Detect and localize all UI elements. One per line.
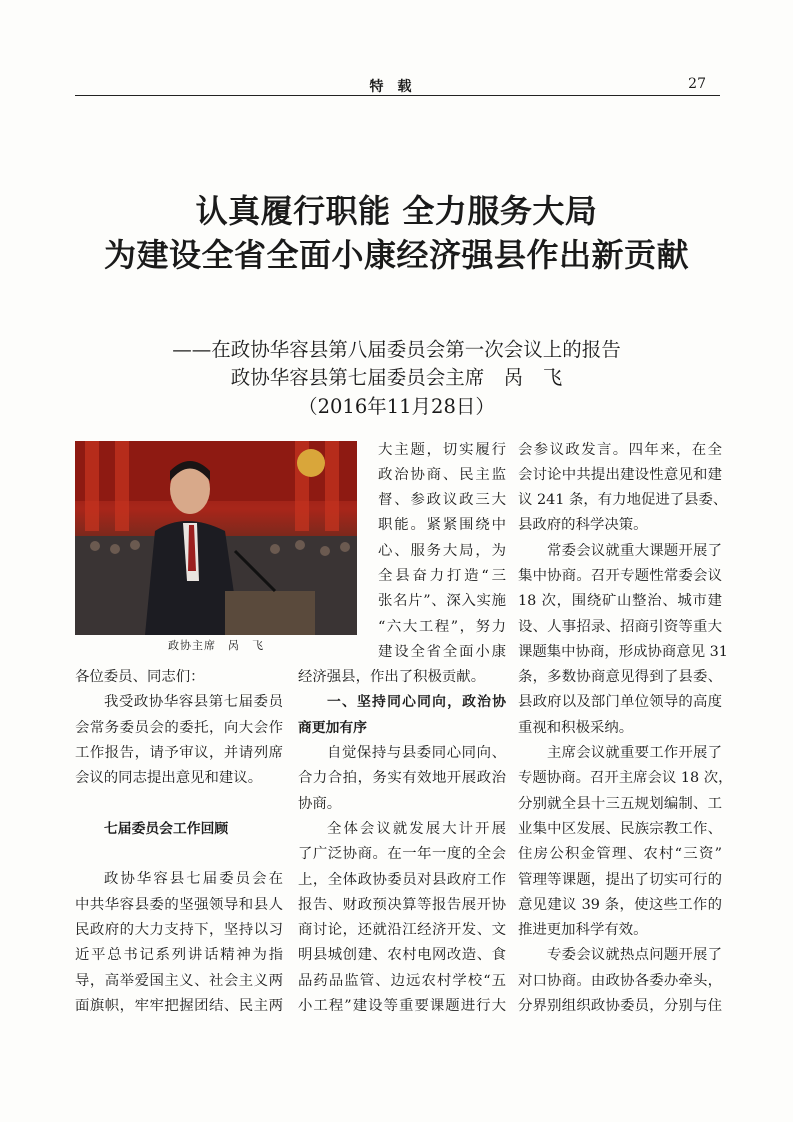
paragraph-line: 大主题，切实履行	[378, 441, 506, 458]
section-heading-line: 七届委员会工作回顾	[104, 820, 229, 837]
text-column-middle-upper	[378, 438, 506, 666]
article-title-line-1: 认真履行职能 全力服务大局	[195, 192, 598, 230]
paragraph-line: 全体会议就发展大计开展	[327, 820, 506, 837]
paragraph-line: 商讨论，还就沿江经济开发、文	[298, 922, 506, 939]
subtitle-occasion: ——在政协华容县第八届委员会第一次会议上的报告	[172, 338, 621, 361]
paragraph-line: 会参议政发言。四年来，在全	[518, 441, 722, 458]
paragraph-line: 主席会议就重要工作开展了	[547, 745, 722, 762]
speaker-photo	[75, 441, 357, 635]
paragraph-line: 全县奋力打造“三	[378, 567, 506, 584]
paragraph-line: 专题协商。召开主席会议 18 次，	[518, 770, 733, 787]
paragraph-line: 县政府的科学决策。	[518, 517, 648, 534]
paragraph-line: 工作报告，请予审议，并请列席	[75, 744, 283, 761]
paragraph-line: 管理等课题，提出了切实可行的	[518, 871, 722, 888]
running-head	[75, 74, 720, 96]
paragraph-line: 了广泛协商。在一年一度的全会	[298, 846, 506, 863]
paragraph-line: 各位委员、同志们：	[75, 669, 205, 685]
paragraph-line: 推进更加科学有效。	[518, 922, 648, 939]
page-number: 27	[688, 76, 706, 92]
header-rule	[75, 95, 720, 96]
paragraph-line: 业集中区发展、民族宗教工作、	[518, 820, 722, 837]
paragraph-line: 18 次，围绕矿山整治、城市建	[518, 593, 722, 610]
paragraph-line: 中共华容县委的坚强领导和县人	[75, 896, 283, 913]
paragraph-line: 政协华容县七届委员会在	[104, 871, 283, 888]
paragraph-line: 心、服务大局，为	[378, 542, 506, 559]
paragraph-line: “六大工程”，努力	[378, 618, 506, 635]
paragraph-line: 意见建议 39 条，使这些工作的	[518, 896, 722, 913]
paragraph-line: 面旗帜，牢牢把握团结、民主两	[75, 997, 283, 1014]
paragraph-line: 我受政协华容县第七届委员	[104, 694, 283, 711]
paragraph-line: 报告、财政预决算等报告展开协	[298, 896, 506, 913]
paragraph-line: 重视和积极采纳。	[518, 719, 634, 736]
blank-line	[75, 791, 283, 816]
paragraph-line: 对口协商。由政协各委办牵头，	[518, 972, 722, 989]
text-column-middle-lower	[298, 665, 506, 1019]
photo-illustration	[75, 441, 357, 635]
article-title-line-2: 为建设全省全面小康经济强县作出新贡献	[103, 236, 689, 274]
paragraph-line: 分别就全县十三五规划编制、工	[518, 795, 722, 812]
paragraph-line: 民政府的大力支持下，坚持以习	[75, 921, 283, 938]
paragraph-line: 常委会议就重大课题开展了	[547, 542, 722, 559]
text-column-left	[75, 665, 283, 1019]
paragraph-line: 小工程”建设等重要课题进行大	[298, 998, 506, 1015]
paragraph-line: 协商。	[298, 795, 342, 812]
subtitle-date: （2016年11月28日）	[298, 395, 495, 418]
paragraph-line: 条，多数协商意见得到了县委、	[518, 669, 722, 686]
paragraph-line: 会常务委员会的委托，向大会作	[75, 719, 283, 736]
paragraph-line: 明县城创建、农村电网改造、食	[298, 947, 506, 964]
paragraph-line: 会议的同志提出意见和建议。	[75, 770, 263, 787]
paragraph-line: 经济强县，作出了积极贡献。	[298, 669, 486, 686]
paragraph-line: 督、参政议政三大	[378, 492, 506, 509]
blank-line	[75, 842, 283, 867]
paragraph-line: 集中协商。召开专题性常委会议	[518, 567, 722, 584]
paragraph-line: 住房公积金管理、农村“三资”	[518, 846, 722, 863]
paragraph-line: 上，全体政协委员对县政府工作	[298, 871, 506, 888]
paragraph-line: 政治协商、民主监	[378, 466, 506, 483]
paragraph-line: 县政府以及部门单位领导的高度	[518, 694, 722, 711]
paragraph-line: 会讨论中共提出建设性意见和建	[518, 466, 722, 483]
text-column-right	[518, 438, 733, 1020]
section-heading-line: 商更加有序	[298, 719, 367, 736]
paragraph-line: 品药品监管、边远农村学校“五	[298, 972, 506, 989]
paragraph-line: 合力合拍，务实有效地开展政治	[298, 770, 506, 787]
paragraph-line: 课题集中协商，形成协商意见 31	[518, 643, 728, 660]
paragraph-line: 自觉保持与县委同心同向、	[327, 745, 506, 762]
paragraph-line: 张名片”、深入实施	[378, 593, 506, 610]
paragraph-line: 导，高举爱国主义、社会主义两	[75, 972, 283, 989]
paragraph-line: 建设全省全面小康	[378, 643, 506, 660]
subtitle-author: 政协华容县第七届委员会主席 呙 飞	[230, 366, 563, 389]
photo-caption: 政协主席 呙 飞	[168, 639, 264, 652]
section-heading-line: 一、坚持同心同向，政治协	[327, 694, 506, 711]
paragraph-line: 近平总书记系列讲话精神为指	[75, 947, 283, 964]
paragraph-line: 职能。紧紧围绕中	[378, 517, 506, 534]
paragraph-line: 专委会议就热点问题开展了	[547, 947, 722, 964]
paragraph-line: 设、人事招录、招商引资等重大	[518, 618, 722, 635]
section-label: 特载	[369, 79, 426, 95]
paragraph-line: 议 241 条，有力地促进了县委、	[518, 492, 728, 509]
paragraph-line: 分界别组织政协委员，分别与住	[518, 998, 722, 1015]
